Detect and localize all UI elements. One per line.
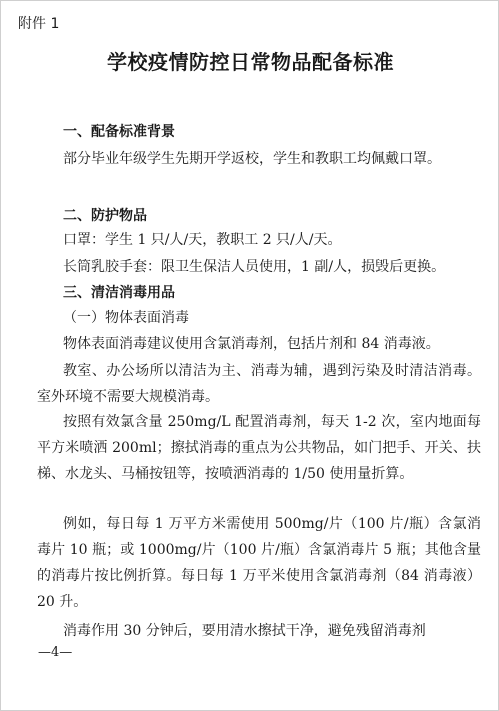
section-heading-cleaning-supplies: 三、清洁消毒用品 xyxy=(63,285,175,301)
paragraph-gloves: 长筒乳胶手套：限卫生保洁人员使用，1 副/人，损毁后更换。 xyxy=(63,259,446,275)
section-heading-protective-items: 二、防护物品 xyxy=(63,208,147,224)
page-number: —4— xyxy=(38,645,73,660)
paragraph-rinse: 消毒作用 30 分钟后，要用清水擦拭干净，避免残留消毒剂 xyxy=(63,623,426,639)
paragraph-dosage-example: 例如，每日每 1 万平方米需使用 500mg/片（100 片/瓶）含氯消毒片 10 瓶；或 1000mg/片（100 片/瓶）含氯消毒片 5 瓶；其他含量的消毒片按比例折算。每日每 1 万平米使用含氯消毒剂（84 消毒液）20 升。 xyxy=(37,516,481,610)
paragraph-disinfectant-types: 物体表面消毒建议使用含氯消毒剂，包括片剂和 84 消毒液。 xyxy=(63,336,440,352)
section-heading-background: 一、配备标准背景 xyxy=(63,124,175,140)
paragraph-masks: 口罩：学生 1 只/人/天，教职工 2 只/人/天。 xyxy=(63,232,342,248)
subheading-surface-disinfection: （一）物体表面消毒 xyxy=(63,310,189,326)
paragraph-classroom-cleaning: 教室、办公场所以清洁为主、消毒为辅，遇到污染及时清洁消毒。室外环境不需要大规模消毒。 xyxy=(37,363,481,405)
document-title: 学校疫情防控日常物品配备标准 xyxy=(107,50,394,74)
paragraph-background: 部分毕业年级学生先期开学返校，学生和教职工均佩戴口罩。 xyxy=(63,151,441,167)
annex-label: 附件 1 xyxy=(18,16,60,32)
paragraph-chlorine-concentration: 按照有效氯含量 250mg/L 配置消毒剂，每天 1-2 次，室内地面每平方米喷洒 200ml；擦拭消毒的重点为公共物品，如门把手、开关、扶梯、水龙头、马桶按钮等，按喷洒消毒的 1/50 使用量折算。 xyxy=(37,414,481,482)
